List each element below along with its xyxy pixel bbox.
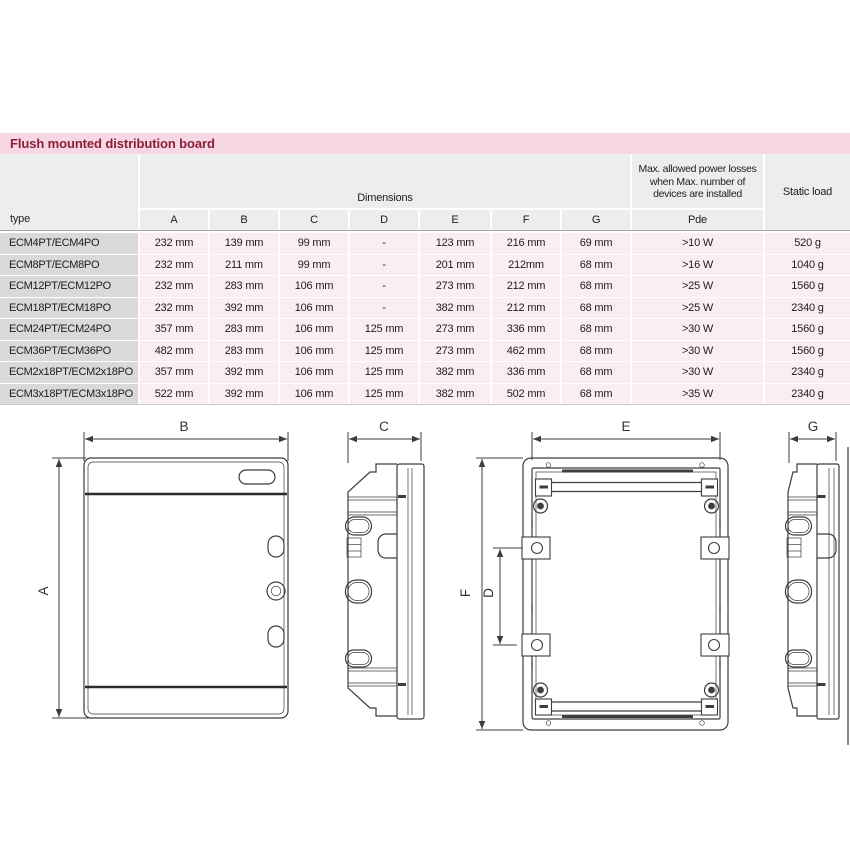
value-cell: 68 mm xyxy=(562,276,630,297)
side-view-g-drawing xyxy=(786,419,849,745)
table-row xyxy=(0,319,850,340)
door-handle-recess xyxy=(239,470,275,484)
table-row xyxy=(0,298,850,319)
din-rail-bottom xyxy=(536,699,718,715)
value-cell: 106 mm xyxy=(280,384,348,405)
corner-screw-holes xyxy=(546,463,704,726)
cable-knockouts xyxy=(346,517,372,667)
value-cell: >30 W xyxy=(632,341,763,362)
value-cell: 125 mm xyxy=(350,362,418,383)
type-cell: ECM24PT/ECM24PO xyxy=(0,319,138,340)
value-cell: 273 mm xyxy=(420,276,490,297)
value-cell: 69 mm xyxy=(562,233,630,254)
knockout-ladder xyxy=(347,538,361,557)
fixing-screws-top xyxy=(534,499,719,513)
value-cell: >30 W xyxy=(632,319,763,340)
dimension-c xyxy=(348,419,421,463)
value-cell: - xyxy=(350,255,418,276)
value-cell: >25 W xyxy=(632,298,763,319)
value-cell: 123 mm xyxy=(420,233,490,254)
table-row xyxy=(0,362,850,383)
value-cell: 482 mm xyxy=(140,341,208,362)
wall-clip-marks xyxy=(532,519,720,669)
table-body xyxy=(0,233,850,405)
dim-label-e: E xyxy=(621,419,631,434)
type-cell: ECM2x18PT/ECM2x18PO xyxy=(0,362,138,383)
value-cell: 212 mm xyxy=(492,298,560,319)
dimension-b xyxy=(84,419,288,461)
fixing-screws-bottom xyxy=(534,683,719,697)
value-cell: 232 mm xyxy=(140,276,208,297)
type-cell: ECM36PT/ECM36PO xyxy=(0,341,138,362)
value-cell: 68 mm xyxy=(562,362,630,383)
table-row xyxy=(0,255,850,276)
value-cell: 232 mm xyxy=(140,233,208,254)
value-cell: 336 mm xyxy=(492,362,560,383)
frame-latch-bump xyxy=(378,534,397,558)
value-cell: 382 mm xyxy=(420,298,490,319)
hinge-top xyxy=(268,536,284,557)
col-header-d: D xyxy=(350,210,418,230)
value-cell: 1040 g xyxy=(765,255,850,276)
value-cell: 68 mm xyxy=(562,319,630,340)
value-cell: 201 mm xyxy=(420,255,490,276)
value-cell: 216 mm xyxy=(492,233,560,254)
value-cell: 283 mm xyxy=(210,276,278,297)
value-cell: >16 W xyxy=(632,255,763,276)
value-cell: >35 W xyxy=(632,384,763,405)
frame-latch-bump xyxy=(817,534,836,558)
side-view-c-drawing xyxy=(346,419,425,719)
value-cell: 392 mm xyxy=(210,362,278,383)
section-title: Flush mounted distribution board xyxy=(10,136,215,151)
value-cell: 232 mm xyxy=(140,298,208,319)
dimension-a xyxy=(36,458,112,718)
value-cell: 502 mm xyxy=(492,384,560,405)
dim-label-b: B xyxy=(179,419,189,434)
dimensions-table xyxy=(0,154,850,405)
value-cell: 1560 g xyxy=(765,341,850,362)
value-cell: 1560 g xyxy=(765,276,850,297)
value-cell: 232 mm xyxy=(140,255,208,276)
value-cell: 68 mm xyxy=(562,298,630,319)
value-cell: 125 mm xyxy=(350,341,418,362)
value-cell: 139 mm xyxy=(210,233,278,254)
mounting-tabs xyxy=(522,537,729,656)
type-cell: ECM18PT/ECM18PO xyxy=(0,298,138,319)
value-cell: 106 mm xyxy=(280,319,348,340)
value-cell: 99 mm xyxy=(280,233,348,254)
front-view-drawing xyxy=(36,419,288,718)
value-cell: 283 mm xyxy=(210,341,278,362)
value-cell: 211 mm xyxy=(210,255,278,276)
value-cell: 273 mm xyxy=(420,319,490,340)
value-cell: 382 mm xyxy=(420,362,490,383)
value-cell: >30 W xyxy=(632,362,763,383)
table-header xyxy=(0,154,850,231)
value-cell: 2340 g xyxy=(765,362,850,383)
value-cell: - xyxy=(350,298,418,319)
value-cell: 212 mm xyxy=(492,276,560,297)
dim-label-g: G xyxy=(807,419,819,434)
value-cell: 357 mm xyxy=(140,319,208,340)
value-cell: 392 mm xyxy=(210,384,278,405)
col-header-static-load: Static load xyxy=(765,154,850,230)
value-cell: 273 mm xyxy=(420,341,490,362)
enclosure-door-outline xyxy=(84,458,288,718)
value-cell: 462 mm xyxy=(492,341,560,362)
value-cell: 2340 g xyxy=(765,298,850,319)
value-cell: 392 mm xyxy=(210,298,278,319)
table-row xyxy=(0,384,850,405)
dim-label-f: F xyxy=(458,588,473,598)
value-cell: 2340 g xyxy=(765,384,850,405)
hinge-bottom xyxy=(268,626,284,647)
door-frame-profile xyxy=(397,464,424,719)
rear-view-drawing xyxy=(458,419,729,730)
value-cell: 68 mm xyxy=(562,341,630,362)
col-group-dimensions: Dimensions xyxy=(140,154,630,208)
col-header-power-losses: Max. allowed power losses when Max. number of devices are installed xyxy=(632,154,763,208)
value-cell: 125 mm xyxy=(350,384,418,405)
cable-knockouts xyxy=(786,517,812,667)
knockout-ladder xyxy=(787,538,801,557)
table-row xyxy=(0,276,850,297)
value-cell: 212mm xyxy=(492,255,560,276)
value-cell: 68 mm xyxy=(562,384,630,405)
box-outer-flange xyxy=(523,458,728,730)
value-cell: 106 mm xyxy=(280,276,348,297)
value-cell: 1560 g xyxy=(765,319,850,340)
technical-drawings xyxy=(0,415,850,850)
box-opening xyxy=(532,468,720,719)
table-row xyxy=(0,341,850,362)
box-profile xyxy=(788,464,817,716)
table-row xyxy=(0,233,850,254)
value-cell: 522 mm xyxy=(140,384,208,405)
value-cell: 382 mm xyxy=(420,384,490,405)
col-header-pde: Pde xyxy=(632,210,763,230)
type-cell: ECM3x18PT/ECM3x18PO xyxy=(0,384,138,405)
value-cell: >10 W xyxy=(632,233,763,254)
col-header-e: E xyxy=(420,210,490,230)
col-header-a: A xyxy=(140,210,208,230)
col-header-f: F xyxy=(492,210,560,230)
value-cell: 106 mm xyxy=(280,298,348,319)
dim-label-a: A xyxy=(36,586,51,596)
dimension-g xyxy=(789,419,836,463)
type-cell: ECM8PT/ECM8PO xyxy=(0,255,138,276)
value-cell: 336 mm xyxy=(492,319,560,340)
dimension-e xyxy=(532,419,720,460)
value-cell: 357 mm xyxy=(140,362,208,383)
dim-label-c: C xyxy=(379,419,389,434)
col-header-g: G xyxy=(562,210,630,230)
value-cell: 68 mm xyxy=(562,255,630,276)
type-cell: ECM4PT/ECM4PO xyxy=(0,233,138,254)
value-cell: - xyxy=(350,233,418,254)
value-cell: 125 mm xyxy=(350,319,418,340)
col-header-type: type xyxy=(0,154,138,230)
din-rail-top xyxy=(536,479,718,496)
value-cell: >25 W xyxy=(632,276,763,297)
frame-profile xyxy=(817,464,839,719)
dim-label-d: D xyxy=(481,588,496,598)
section-title-bar xyxy=(0,133,850,154)
value-cell: 106 mm xyxy=(280,341,348,362)
value-cell: 520 g xyxy=(765,233,850,254)
col-header-b: B xyxy=(210,210,278,230)
value-cell: 99 mm xyxy=(280,255,348,276)
type-cell: ECM12PT/ECM12PO xyxy=(0,276,138,297)
col-header-c: C xyxy=(280,210,348,230)
box-profile xyxy=(348,464,397,716)
value-cell: 283 mm xyxy=(210,319,278,340)
door-lock xyxy=(267,582,285,600)
value-cell: 106 mm xyxy=(280,362,348,383)
value-cell: - xyxy=(350,276,418,297)
